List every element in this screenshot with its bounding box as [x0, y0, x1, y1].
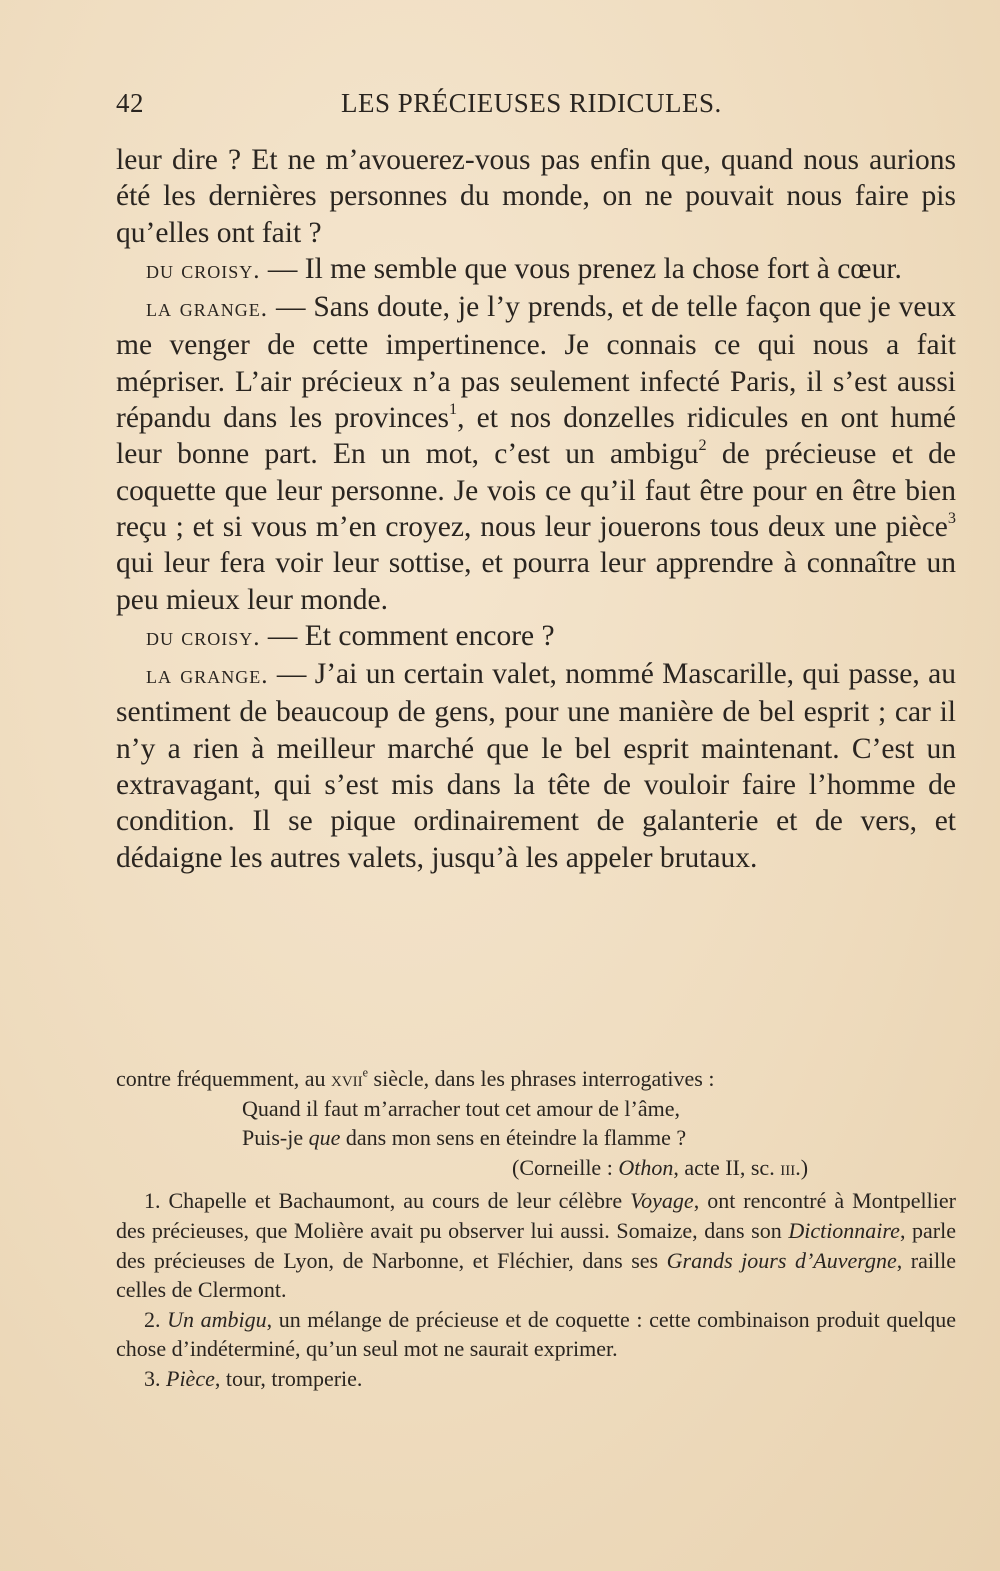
citation-text: .) — [795, 1154, 809, 1180]
verse-emphasis: que — [308, 1125, 341, 1151]
verse-text: dans mon sens en éteindre la flamme ? — [340, 1125, 687, 1151]
main-text — [116, 142, 956, 876]
century-numeral: xvii — [331, 1066, 363, 1091]
footnote-ref-1: 1 — [449, 400, 458, 419]
speech-text: — J’ai un certain valet, nommé Mascarille, qui passe, au sentiment de beaucoup de gens, pour une manière de bel esprit ; car il n’y a rien à meilleur marché que le bel esprit maintenant. C’est un extravagant, qui s’est mis dans la tête de vouloir faire l’homme de condition. Il se pique ordinairement de galanterie et de vers, et dédaigne les autres valets, jusqu’à les appeler brutaux. — [116, 658, 956, 874]
speaker-name: la grange. — [146, 295, 269, 323]
note-text: , tour, tromperie. — [214, 1365, 363, 1391]
note-text: , raille celles de Clermont. — [116, 1247, 956, 1303]
paragraph-text: leur dire ? Et ne m’avouerez-vous pas enfin que, quand nous aurions été les dernières personnes du monde, on ne pouvait nous faire pis qu’elles ont fait ? — [116, 144, 956, 249]
speaker-name: la grange. — [146, 662, 269, 690]
note-text: , ont rencontré à Montpellier des précieuses, que Molière avait pu observer lui aussi. Somaize, dans son — [116, 1188, 956, 1243]
verse-line-2 — [242, 1123, 956, 1153]
footnote-3 — [116, 1364, 956, 1394]
note-text: , parle des précieuses de Lyon, de Narbonne, et Fléchier, dans ses — [116, 1217, 956, 1273]
note-emphasis: Voyage — [630, 1188, 694, 1214]
speech-text: de précieuse et de coquette que leur personne. Je vois ce qu’il faut être pour en être bien reçu ; et si vous m’en croyez, nous leur jouerons tous deux une pièce — [116, 438, 957, 543]
speech-la-grange-2 — [116, 656, 956, 876]
note-continuation — [116, 1064, 956, 1094]
speech-la-grange-1 — [116, 289, 956, 618]
speaker-name: du croisy. — [146, 623, 261, 651]
verse-text: Quand il faut m’arracher tout cet amour de l’âme, — [242, 1095, 680, 1121]
scene-numeral: iii — [780, 1154, 796, 1180]
note-emphasis: Un ambigu — [167, 1306, 267, 1332]
speech-du-croisy-2 — [116, 618, 956, 656]
speech-text: qui leur fera voir leur sottise, et pourra leur apprendre à connaître un peu mieux leur monde. — [116, 547, 956, 616]
footnote-2 — [116, 1305, 956, 1364]
speech-text: , et nos donzelles ridicules en ont humé leur bonne part. En un mot, c’est un ambigu — [116, 402, 956, 471]
footnote-ref-3: 3 — [947, 509, 956, 527]
verse-line-1 — [242, 1094, 956, 1124]
speech-text: — Il me semble que vous prenez la chose fort à cœur. — [260, 252, 902, 285]
citation-title: Othon — [618, 1154, 674, 1180]
note-text: 1. Chapelle et Bachaumont, au cours de leur célèbre — [144, 1188, 631, 1214]
footnote-ref-2: 2 — [698, 436, 707, 455]
note-text: contre fréquemment, au — [116, 1066, 332, 1091]
note-text: , un mélange de précieuse et de coquette : cette combinaison produit quelque chose d’indéterminé, qu’un seul mot ne saurait exprimer. — [116, 1306, 956, 1362]
speech-text: — Sans doute, je l’y prends, et de telle façon que je veux me venger de cette impertinence. Je connais ce qui nous a fait mépriser. L’air précieux n’a pas seulement infecté Paris, il s’est aussi répandu dans les provinces — [116, 291, 956, 435]
note-emphasis: Dictionnaire — [788, 1217, 900, 1243]
note-emphasis: Grands jours d’Auvergne — [666, 1247, 897, 1273]
note-text: 3. — [144, 1365, 166, 1391]
footnotes — [116, 1064, 956, 1394]
page-header — [116, 88, 956, 124]
speech-text: — Et comment encore ? — [260, 619, 555, 652]
note-emphasis: Pièce — [166, 1365, 215, 1391]
citation-text: , acte II, sc. — [673, 1154, 781, 1180]
verse-text: Puis-je — [242, 1125, 309, 1151]
page-number: 42 — [116, 88, 144, 118]
citation-text: (Corneille : — [512, 1154, 619, 1180]
footnote-1 — [116, 1186, 956, 1304]
ordinal-suffix: e — [362, 1065, 369, 1080]
running-title: LES PRÉCIEUSES RIDICULES. — [341, 88, 722, 118]
speaker-name: du croisy. — [146, 256, 261, 284]
note-text: siècle, dans les phrases interrogatives : — [368, 1066, 715, 1091]
note-text: 2. — [144, 1306, 168, 1332]
speech-du-croisy-1 — [116, 251, 956, 289]
verse-citation — [512, 1153, 956, 1183]
paragraph-continuation — [116, 142, 956, 251]
